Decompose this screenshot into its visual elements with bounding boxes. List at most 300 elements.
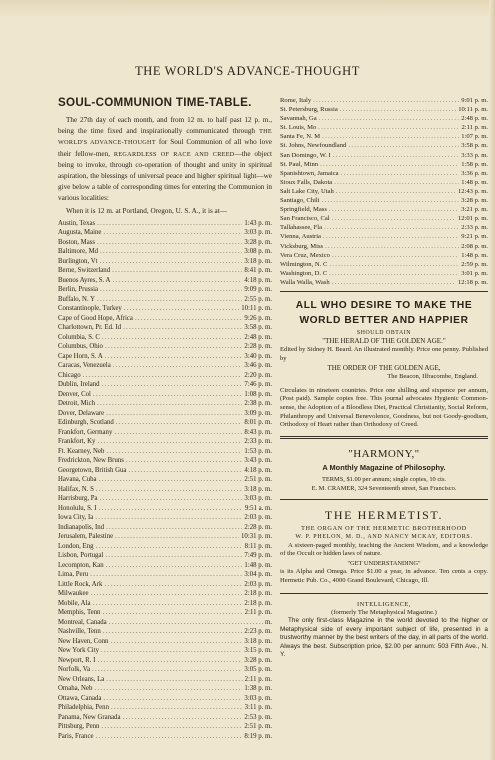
city-name: Buffalo, N. Y bbox=[58, 295, 96, 303]
dot-leader bbox=[92, 665, 242, 675]
timetable-row bbox=[280, 278, 488, 287]
intro-publication-name: THE WORLD'S ADVANCE-THOUGHT bbox=[58, 128, 272, 147]
dot-leader bbox=[97, 437, 242, 447]
hermetist-motto: "GET UNDERSTANDING" bbox=[347, 559, 421, 567]
city-name: Nashville, Tenn bbox=[58, 628, 101, 636]
local-time: 2:18 p. m. bbox=[244, 590, 272, 598]
city-name: Lima, Peru bbox=[58, 571, 89, 579]
dot-leader bbox=[103, 627, 243, 637]
dot-leader bbox=[329, 260, 459, 269]
local-time: 3:09 p. m. bbox=[244, 409, 272, 417]
local-time: 3:03 p. m. bbox=[244, 229, 272, 237]
city-name: Tallahassee, Fla bbox=[280, 224, 323, 232]
timetable-row bbox=[58, 371, 272, 381]
local-time: 3:03 p. m. bbox=[244, 495, 272, 503]
dot-leader bbox=[322, 132, 459, 141]
city-name: Columbia, S. C bbox=[58, 333, 100, 341]
local-time: 3:28 p. m. bbox=[244, 656, 272, 664]
timetable-row bbox=[58, 504, 272, 514]
dot-leader bbox=[115, 532, 239, 542]
dot-leader bbox=[106, 561, 243, 571]
local-time: 3:01 p. m. bbox=[461, 269, 488, 277]
local-time: 10:31 p. m. bbox=[241, 533, 272, 541]
timetable-row bbox=[58, 295, 272, 305]
local-time: 2:51 p. m. bbox=[244, 476, 272, 484]
dot-leader bbox=[340, 105, 456, 114]
city-name: Detroit, Mich bbox=[58, 400, 95, 408]
local-time: 1:08 p. m. bbox=[244, 390, 272, 398]
timetable-row bbox=[58, 703, 272, 713]
local-time: 3:40 p. m. bbox=[244, 352, 272, 360]
city-name: Sioux Falls, Dakota bbox=[280, 178, 333, 186]
hermetist-subtitle: THE ORGAN OF THE HERMETIC BROTHERHOOD bbox=[301, 524, 467, 532]
timetable-row bbox=[58, 694, 272, 704]
dot-leader bbox=[112, 266, 242, 276]
city-name: Buenos Ayres, S. A bbox=[58, 276, 111, 284]
timetable-row bbox=[280, 123, 488, 132]
local-time: 3:15 p. m. bbox=[244, 647, 272, 655]
city-name: Little Rock, Ark bbox=[58, 580, 103, 588]
local-time: 2:18 p. m. bbox=[244, 599, 272, 607]
hermetist-body-1: A sixteen-paged monthly, teaching the Ancient Wisdom, and a knowledge of the Occult or hidden laws of nature. bbox=[280, 541, 488, 558]
city-name: Mobile, Ala bbox=[58, 599, 91, 607]
local-time: 3:58 p. m. bbox=[461, 142, 488, 150]
page-edge-top bbox=[0, 0, 495, 18]
harmony-subtitle: A Monthly Magazine of Philosophy. bbox=[322, 462, 446, 472]
timetable-row bbox=[58, 428, 272, 438]
city-name: Ottawa, Canada bbox=[58, 694, 102, 702]
timetable-row bbox=[58, 219, 272, 229]
intelligence-former: (formerly The Metaphysical Magazine.) bbox=[331, 609, 437, 617]
local-time: 2:28 p. m. bbox=[244, 523, 272, 531]
dot-leader bbox=[101, 646, 242, 656]
timetable-row bbox=[58, 418, 272, 428]
local-time: 3:21 p. m. bbox=[461, 206, 488, 214]
dot-leader bbox=[96, 542, 243, 552]
local-time: 9:26 p. m. bbox=[244, 314, 272, 322]
golden-age-address: The Beacon, Ilfracombe, England. bbox=[387, 373, 478, 381]
dot-leader bbox=[96, 485, 243, 495]
right-column bbox=[280, 96, 488, 660]
local-time: 1:43 p. m. bbox=[244, 219, 272, 227]
local-time: 9:51 a. m. bbox=[244, 504, 272, 512]
city-name: Ft. Kearney, Neb bbox=[58, 447, 105, 455]
dot-leader bbox=[92, 599, 242, 609]
intro-text-2: for Soul Communion of all who love their fellow-men, bbox=[58, 138, 272, 158]
local-time: 2:33 p. m. bbox=[244, 438, 272, 446]
timetable-row bbox=[58, 475, 272, 485]
dot-leader bbox=[103, 694, 242, 704]
local-time: 2:11 p. m. bbox=[461, 124, 488, 132]
timetable-row bbox=[58, 285, 272, 295]
local-time: 7:46 p. m. bbox=[244, 381, 272, 389]
local-time: 2:48 p. m. bbox=[244, 333, 272, 341]
local-time: 2:08 p. m. bbox=[461, 242, 488, 250]
local-time: 3:36 p. m. bbox=[461, 169, 488, 177]
local-time: 8:01 p. m. bbox=[244, 419, 272, 427]
city-name: Harrisburg, Pa bbox=[58, 495, 98, 503]
local-time: 2:03 p. m. bbox=[244, 514, 272, 522]
local-time: 3:28 p. m. bbox=[461, 197, 488, 205]
city-name: Constantinople, Turkey bbox=[58, 305, 122, 313]
timetable-row bbox=[280, 114, 488, 123]
dot-leader bbox=[105, 352, 243, 362]
timetable-row bbox=[280, 196, 488, 205]
dot-leader bbox=[319, 114, 460, 123]
city-name: Washington, D. C bbox=[280, 269, 328, 277]
dot-leader bbox=[100, 257, 243, 267]
dot-leader bbox=[334, 178, 459, 187]
timetable-row bbox=[58, 580, 272, 590]
local-time: 9:01 p. m. bbox=[461, 97, 488, 104]
city-name: Santiago, Chili bbox=[280, 197, 320, 205]
timetable-row bbox=[58, 532, 272, 542]
city-name: Montreal, Canada bbox=[58, 618, 107, 626]
city-name: New York City bbox=[58, 647, 99, 655]
timetable-row bbox=[58, 485, 272, 495]
harmony-publisher: E. M. CRAMER, 324 Seventeenth street, San Francisco. bbox=[311, 484, 457, 492]
local-time: 3:04 p. m. bbox=[244, 571, 272, 579]
city-name: Pittsburg, Penn bbox=[58, 723, 100, 731]
city-name: Augusta, Maine bbox=[58, 229, 102, 237]
timetable-row bbox=[58, 238, 272, 248]
timetable-row bbox=[280, 105, 488, 114]
golden-age-body: Circulates in nineteen countries. Price one shilling and sixpence per annum, (Post paid). Sample copies free. This journal advocates Hygienic Common-sense, the Adoption of a Bloodless Diet, Practical Christianity, Social Reform, Philanthropy and Universal Benevolence, Goodness, but not Goody-goodism, Orthodoxy of Heart rather than Orthodoxy of Creed. bbox=[280, 386, 488, 429]
city-name: Paris, France bbox=[58, 732, 94, 740]
local-time: 3:11 p. m. bbox=[244, 704, 272, 712]
timetable-row bbox=[58, 656, 272, 666]
local-time: 2:33 p. m. bbox=[461, 224, 488, 232]
dot-leader bbox=[341, 169, 460, 178]
timetable-row bbox=[58, 247, 272, 257]
timetable-row bbox=[280, 187, 488, 196]
intro-regardless-phrase: REGARDLESS OF RACE AND CREED bbox=[113, 150, 235, 158]
timetable-row bbox=[280, 223, 488, 232]
local-time: 8:41 p. m. bbox=[244, 267, 272, 275]
golden-age-publisher: THE ORDER OF THE GOLDEN AGE, bbox=[327, 364, 441, 373]
timetable-row bbox=[280, 232, 488, 241]
city-name: Lecompton, Kan bbox=[58, 561, 104, 569]
city-name: New Haven, Conn bbox=[58, 637, 109, 645]
local-time: 2:48 p. m. bbox=[461, 115, 488, 123]
city-name: Cape Horn, S. A bbox=[58, 352, 103, 360]
dot-leader bbox=[99, 504, 243, 514]
hermetist-editors: W. P. PHELON, M. D., AND NANCY MCKAY, EDITORS. bbox=[295, 533, 473, 540]
local-time: m. bbox=[265, 618, 272, 626]
local-time: 1:48 p. m. bbox=[244, 561, 272, 569]
timetable-row bbox=[58, 732, 272, 742]
dot-leader bbox=[348, 141, 459, 150]
timetable-row bbox=[58, 323, 272, 333]
timetable-right-list bbox=[280, 96, 488, 287]
timetable-row bbox=[58, 513, 272, 523]
dot-leader bbox=[104, 580, 242, 590]
city-name: Omaha, Neb bbox=[58, 685, 93, 693]
local-time: 2:55 p. m. bbox=[244, 295, 272, 303]
local-time: 3:18 p. m. bbox=[244, 637, 272, 645]
dot-leader bbox=[100, 285, 242, 295]
dot-leader bbox=[106, 523, 242, 533]
timetable-row bbox=[280, 205, 488, 214]
city-name: St. Louis, Mo bbox=[280, 124, 317, 132]
local-time: 2:03 p. m. bbox=[244, 580, 272, 588]
timetable-row bbox=[58, 542, 272, 552]
timetable-row bbox=[58, 266, 272, 276]
herald-edited: Edited by Sidney H. Beard. An illustrated monthly. Price one penny. Published by bbox=[280, 345, 488, 362]
page-edge-right bbox=[489, 0, 495, 760]
timetable-row bbox=[280, 260, 488, 269]
city-name: Baltimore, Md bbox=[58, 248, 99, 256]
city-name: Iowa City, Ia bbox=[58, 514, 94, 522]
local-time: 3:43 p. m. bbox=[244, 457, 272, 465]
timetable-row bbox=[58, 494, 272, 504]
city-name: Havana, Cuba bbox=[58, 476, 97, 484]
dot-leader bbox=[100, 494, 243, 504]
hermetist-body-2: is its Alpha and Omega. Price $1.00 a year, in advance. Ten cents a copy. Hermetic Pub. Co., 4000 Grand Boulevard, Chicago, Ill. bbox=[280, 567, 488, 584]
intro-text-1: The 27th day of each month, and from 12 m. to half past 12 p. m., being the time fixed and inspirationally communicated through bbox=[58, 116, 272, 136]
timetable-row bbox=[58, 466, 272, 476]
local-time: 8:43 p. m. bbox=[244, 428, 272, 436]
timetable-row bbox=[280, 141, 488, 150]
city-name: Jerusalem, Palestine bbox=[58, 533, 114, 541]
dot-leader bbox=[101, 722, 242, 732]
dot-leader bbox=[332, 278, 456, 287]
dot-leader bbox=[116, 418, 243, 428]
timetable-row bbox=[58, 684, 272, 694]
local-time: 4:18 p. m. bbox=[244, 466, 272, 474]
timetable-row bbox=[58, 627, 272, 637]
timetable-row bbox=[58, 665, 272, 675]
city-name: Columbus, Ohio bbox=[58, 343, 103, 351]
dot-leader bbox=[110, 637, 242, 647]
local-time: 8:19 p. m. bbox=[244, 732, 272, 740]
dot-leader bbox=[112, 276, 242, 286]
city-name: Vera Cruz, Mexico bbox=[280, 251, 330, 259]
timetable-row bbox=[58, 675, 272, 685]
dot-leader bbox=[97, 656, 242, 666]
dot-leader bbox=[97, 295, 242, 305]
timetable-row bbox=[280, 178, 488, 187]
hermetist-ad bbox=[280, 499, 488, 585]
timetable-row bbox=[58, 447, 272, 457]
local-time: 9:21 p. m. bbox=[461, 233, 488, 241]
timetable-row bbox=[58, 551, 272, 561]
dot-leader bbox=[96, 732, 243, 742]
city-name: Honolulu, S. I bbox=[58, 504, 97, 512]
local-time: 3:58 p. m. bbox=[244, 324, 272, 332]
dot-leader bbox=[97, 238, 242, 248]
local-time: 7:49 p. m. bbox=[244, 552, 272, 560]
left-column bbox=[58, 96, 272, 741]
local-time: 3:08 p. m. bbox=[244, 248, 272, 256]
timetable-left-list bbox=[58, 219, 272, 742]
timetable-row bbox=[58, 304, 272, 314]
timetable-row bbox=[280, 251, 488, 260]
dot-leader bbox=[103, 228, 242, 238]
dot-leader bbox=[126, 456, 243, 466]
herald-title: "THE HERALD OF THE GOLDEN AGE." bbox=[322, 336, 446, 345]
local-time: 3:33 p. m. bbox=[461, 151, 488, 159]
city-name: Denver, Col bbox=[58, 390, 91, 398]
timetable-row bbox=[58, 380, 272, 390]
dot-leader bbox=[323, 232, 459, 241]
city-name: Milwaukee bbox=[58, 590, 89, 598]
city-name: Memphis, Tenn bbox=[58, 609, 101, 617]
timetable-row bbox=[58, 456, 272, 466]
local-time: 3:46 p. m. bbox=[244, 362, 272, 370]
harmony-terms: TERMS, $1.00 per annum; single copies, 10 cts. bbox=[321, 475, 447, 483]
city-name: Indianapolis, Ind bbox=[58, 523, 105, 531]
city-name: London, Eng bbox=[58, 542, 94, 550]
timetable-row bbox=[58, 608, 272, 618]
local-time: 3:28 p. m. bbox=[244, 238, 272, 246]
timetable-row bbox=[58, 561, 272, 571]
city-name: Austin, Texas bbox=[58, 219, 96, 227]
dot-leader bbox=[113, 361, 243, 371]
timetable-row bbox=[58, 722, 272, 732]
city-name: Rome, Italy bbox=[280, 97, 312, 104]
should-obtain: SHOULD OBTAIN bbox=[356, 329, 412, 336]
dot-leader bbox=[124, 304, 239, 314]
city-name: Salt Lake City, Utah bbox=[280, 187, 334, 195]
timetable-row bbox=[280, 214, 488, 223]
running-head: THE WORLD'S ADVANCE-THOUGHT bbox=[135, 64, 360, 78]
dot-leader bbox=[322, 196, 460, 205]
dot-leader bbox=[111, 703, 243, 713]
intelligence-ad bbox=[280, 593, 488, 660]
city-name: St. Johns, Newfoundland bbox=[280, 142, 347, 150]
local-time: 12:43 p. m. bbox=[457, 187, 488, 195]
local-time: 1:48 p. m. bbox=[461, 251, 488, 259]
city-name: Dublin, Ireland bbox=[58, 381, 100, 389]
dot-leader bbox=[90, 570, 242, 580]
local-time: 1:53 p. m. bbox=[244, 447, 272, 455]
city-name: St. Petersburg, Russia bbox=[280, 106, 338, 114]
dot-leader bbox=[95, 513, 242, 523]
city-name: Lisbon, Portugal bbox=[58, 552, 104, 560]
local-time: 2:53 p. m. bbox=[244, 713, 272, 721]
timetable-row bbox=[58, 637, 272, 647]
city-name: Wilmington, N. C bbox=[280, 260, 328, 268]
local-time: 9:09 p. m. bbox=[244, 286, 272, 294]
local-time: 3:03 p. m. bbox=[244, 694, 272, 702]
local-time: 3:05 p. m. bbox=[244, 666, 272, 674]
dot-leader bbox=[97, 219, 242, 229]
dot-leader bbox=[105, 551, 242, 561]
local-time: 2:11 p. m. bbox=[244, 609, 272, 617]
city-name: Boston, Mass bbox=[58, 238, 96, 246]
dot-leader bbox=[94, 684, 242, 694]
hermetist-title: THE HERMETIST. bbox=[324, 507, 444, 522]
timetable-row bbox=[58, 599, 272, 609]
city-name: Halifax, N. S bbox=[58, 485, 94, 493]
city-name: Frankfort, Germany bbox=[58, 428, 113, 436]
timetable-row bbox=[280, 132, 488, 141]
city-name: Walla Walla, Wash bbox=[280, 278, 330, 286]
timetable-row bbox=[58, 276, 272, 286]
local-time: 4:18 p. m. bbox=[244, 276, 272, 284]
city-name: Charlottown, Pr. Ed. Id bbox=[58, 324, 122, 332]
harmony-ad bbox=[280, 436, 488, 493]
timetable-lead: When it is 12 m. at Portland, Oregon, U. S. A., it is at— bbox=[66, 206, 227, 215]
local-time: 10:11 p. m. bbox=[458, 106, 488, 114]
local-time: 10:11 p. m. bbox=[241, 305, 272, 313]
city-name: Burlington, Vt bbox=[58, 257, 98, 265]
timetable-row bbox=[58, 523, 272, 533]
dot-leader bbox=[332, 214, 456, 223]
timetable-row bbox=[280, 269, 488, 278]
city-name: Vicksburg, Miss bbox=[280, 242, 324, 250]
dot-leader bbox=[106, 447, 242, 457]
timetable-row bbox=[280, 96, 488, 105]
local-time: 2:51 p. m. bbox=[244, 723, 272, 731]
dot-leader bbox=[106, 409, 242, 419]
timetable-row bbox=[58, 570, 272, 580]
timetable-row bbox=[58, 228, 272, 238]
dot-leader bbox=[324, 223, 459, 232]
city-name: Newport, R. I bbox=[58, 656, 96, 664]
timetable-row bbox=[58, 399, 272, 409]
dot-leader bbox=[123, 323, 242, 333]
golden-age-ad bbox=[280, 291, 488, 430]
timetable-row bbox=[58, 646, 272, 656]
timetable-title: SOUL-COMMUNION TIME-TABLE. bbox=[58, 96, 252, 109]
intro-text-3: —the object being to invoke, through co-operation of thought and unity in spiritual aspiration, the blessings of universal peace and higher spiritual light—we give below a table of corresponding times for entering the Communion in various localities: bbox=[58, 149, 272, 203]
dot-leader bbox=[83, 371, 243, 381]
dot-leader bbox=[100, 247, 242, 257]
local-time: 1:58 p. m. bbox=[461, 160, 488, 168]
dot-leader bbox=[332, 251, 459, 260]
local-time: 2:20 p. m. bbox=[244, 371, 272, 379]
city-name: Dover, Delaware bbox=[58, 409, 105, 417]
city-name: New Orleans, La bbox=[58, 675, 105, 683]
city-name: Cape of Good Hope, Africa bbox=[58, 314, 133, 322]
city-name: Caracas, Venezuela bbox=[58, 362, 111, 370]
local-time: 2:59 p. m. bbox=[461, 260, 488, 268]
dot-leader bbox=[99, 475, 243, 485]
city-name: San Domingo, W. I bbox=[280, 151, 331, 159]
local-time: 1:07 p. m. bbox=[461, 133, 488, 141]
dot-leader bbox=[313, 96, 459, 105]
dot-leader bbox=[102, 380, 243, 390]
local-time: 12:18 p. m. bbox=[457, 278, 488, 286]
harmony-title: "HARMONY," bbox=[348, 447, 420, 460]
timetable-row bbox=[58, 589, 272, 599]
city-name: St. Paul, Minn bbox=[280, 160, 319, 168]
timetable-row bbox=[58, 618, 272, 628]
local-time: 12:01 p. m. bbox=[457, 215, 488, 223]
city-name: Panama, New Granada bbox=[58, 713, 121, 721]
city-name: Georgetown, British Gua bbox=[58, 466, 127, 474]
timetable-row bbox=[280, 242, 488, 251]
timetable-row bbox=[58, 713, 272, 723]
dot-leader bbox=[135, 314, 242, 324]
dot-leader bbox=[336, 187, 456, 196]
city-name: Philadelphia, Penn bbox=[58, 704, 109, 712]
dot-leader bbox=[93, 390, 242, 400]
timetable-intro bbox=[58, 115, 272, 205]
local-time: 2:23 p. m. bbox=[244, 628, 272, 636]
dot-leader bbox=[91, 589, 243, 599]
city-name: Norfolk, Va bbox=[58, 666, 90, 674]
local-time: 3:18 p. m. bbox=[244, 257, 272, 265]
dot-leader bbox=[102, 608, 242, 618]
city-name: Vienna, Austria bbox=[280, 233, 321, 241]
dot-leader bbox=[122, 713, 242, 723]
timetable-row bbox=[58, 361, 272, 371]
city-name: Berlin, Prussia bbox=[58, 286, 99, 294]
city-name: Santa Fe, N. M bbox=[280, 133, 321, 141]
